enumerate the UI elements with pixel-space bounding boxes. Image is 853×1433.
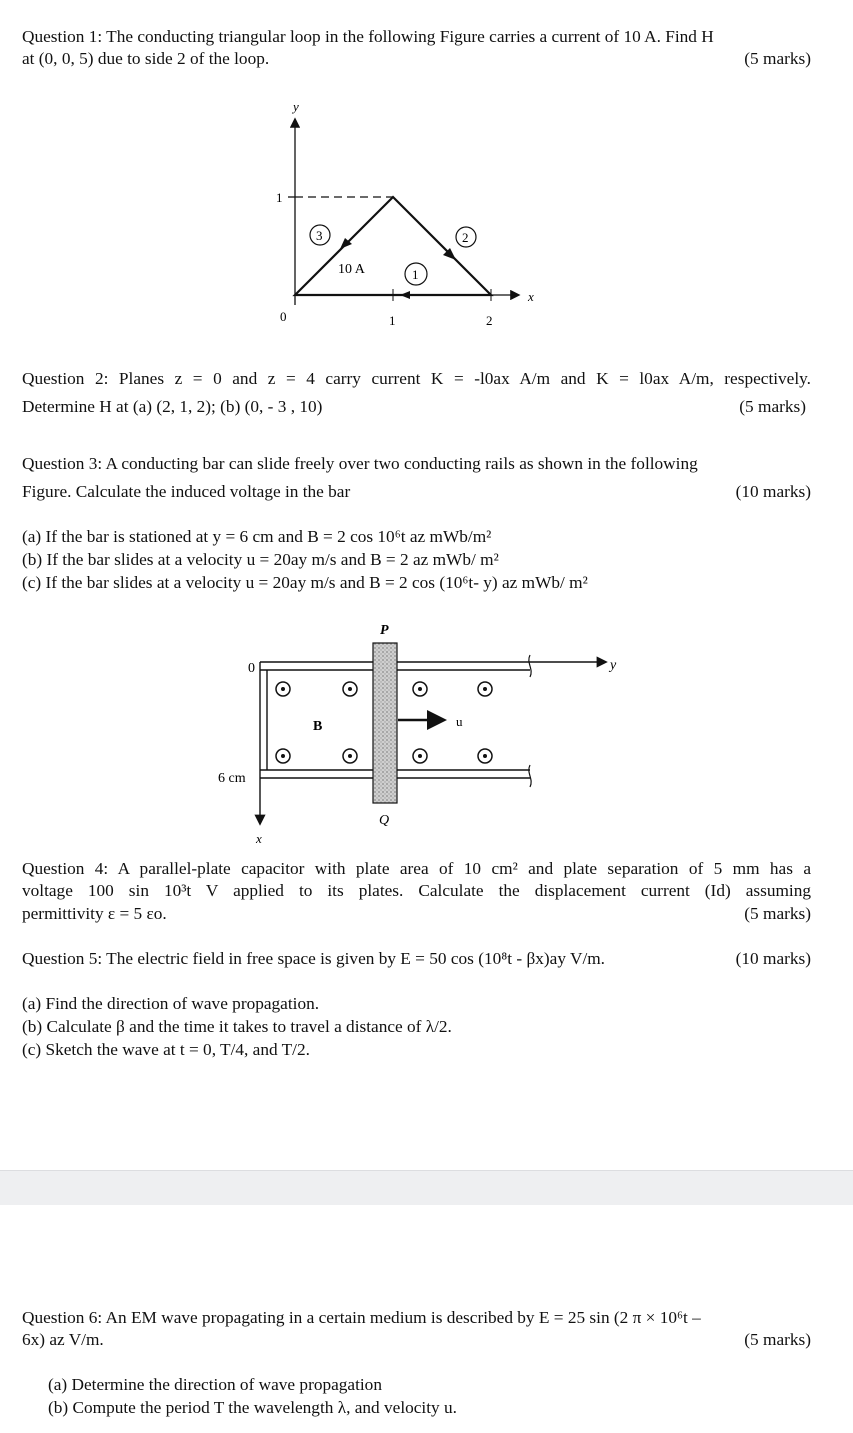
q6-line2: 6x) az V/m. <box>22 1330 104 1349</box>
q1-line2: at (0, 0, 5) due to side 2 of the loop. <box>22 49 270 68</box>
triangular-loop-figure <box>260 95 560 335</box>
q3-part-c: (c) If the bar slides at a velocity u = 20ay m/s and B = 2 cos (10⁶t- y) az mWb/ m² <box>22 573 588 592</box>
q2-line2: Determine H at (a) (2, 1, 2); (b) (0, - 3 , 10) <box>22 397 323 416</box>
y-axis-label: y <box>293 99 299 114</box>
current-label: 10 A <box>338 262 365 277</box>
origin-label: 0 <box>248 661 255 676</box>
tick-label-x2: 2 <box>486 313 493 328</box>
q3-line1: Question 3: A conducting bar can slide freely over two conducting rails as shown in the following <box>22 454 698 473</box>
q6-part-b: (b) Compute the period T the wavelength λ, and velocity u. <box>48 1398 457 1417</box>
q5-part-a: (a) Find the direction of wave propagation. <box>22 994 320 1013</box>
sliding-bar-figure <box>210 615 630 850</box>
page-separator <box>0 1170 853 1206</box>
q5-line1: Question 5: The electric field in free space is given by E = 50 cos (10⁸t - βx)ay V/m. <box>22 949 606 968</box>
q1-marks: (5 marks) <box>744 49 811 68</box>
b-field-label: B <box>313 719 323 734</box>
side3-label: 3 <box>316 228 323 243</box>
q6-line1: Question 6: An EM wave propagating in a certain medium is described by E = 25 sin (2 π × 10⁶t – <box>22 1308 701 1327</box>
q5-part-b: (b) Calculate β and the time it takes to travel a distance of λ/2. <box>22 1017 452 1036</box>
tick-label-y1: 1 <box>276 190 283 205</box>
sliding-bar <box>373 643 397 803</box>
y-axis-label: y <box>610 658 617 673</box>
velocity-label: u <box>456 714 463 729</box>
q2-marks: (5 marks) <box>739 397 806 416</box>
tick-label-x1: 1 <box>389 313 396 328</box>
page-2 <box>0 1205 853 1433</box>
q6-marks: (5 marks) <box>744 1330 811 1349</box>
point-q-label: Q <box>379 813 390 828</box>
x-axis-label: x <box>256 831 262 846</box>
q1-line1: Question 1: The conducting triangular loop in the following Figure carries a current of 10 A. Find H <box>22 27 714 46</box>
x-axis-label: x <box>528 289 534 304</box>
q4-line2: voltage 100 sin 10³t V applied to its plates. Calculate the displacement current (Id) assuming <box>22 881 811 900</box>
q3-part-a: (a) If the bar is stationed at y = 6 cm and B = 2 cos 10⁶t az mWb/m² <box>22 527 492 546</box>
width-label: 6 cm <box>218 771 246 786</box>
side1-arrow <box>400 291 410 299</box>
q5-part-c: (c) Sketch the wave at t = 0, T/4, and T/2. <box>22 1040 310 1059</box>
q5-marks: (10 marks) <box>735 949 811 968</box>
q4-marks: (5 marks) <box>744 904 811 923</box>
q3-line2: Figure. Calculate the induced voltage in the bar <box>22 482 351 501</box>
point-p-label: P <box>380 623 389 638</box>
q4-line1: Question 4: A parallel-plate capacitor with plate area of 10 cm² and plate separation of 5 mm has a <box>22 859 811 878</box>
q3-part-b: (b) If the bar slides at a velocity u = 20ay m/s and B = 2 az mWb/ m² <box>22 550 499 569</box>
q3-marks: (10 marks) <box>735 482 811 501</box>
q2-line1: Question 2: Planes z = 0 and z = 4 carry current K = -l0ax A/m and K = l0ax A/m, respectively. <box>22 369 811 388</box>
side2-label: 2 <box>462 230 469 245</box>
q4-line3: permittivity ε = 5 εo. <box>22 904 167 923</box>
side1-label: 1 <box>412 267 419 282</box>
origin-label: 0 <box>280 309 287 324</box>
q6-part-a: (a) Determine the direction of wave propagation <box>48 1375 382 1394</box>
